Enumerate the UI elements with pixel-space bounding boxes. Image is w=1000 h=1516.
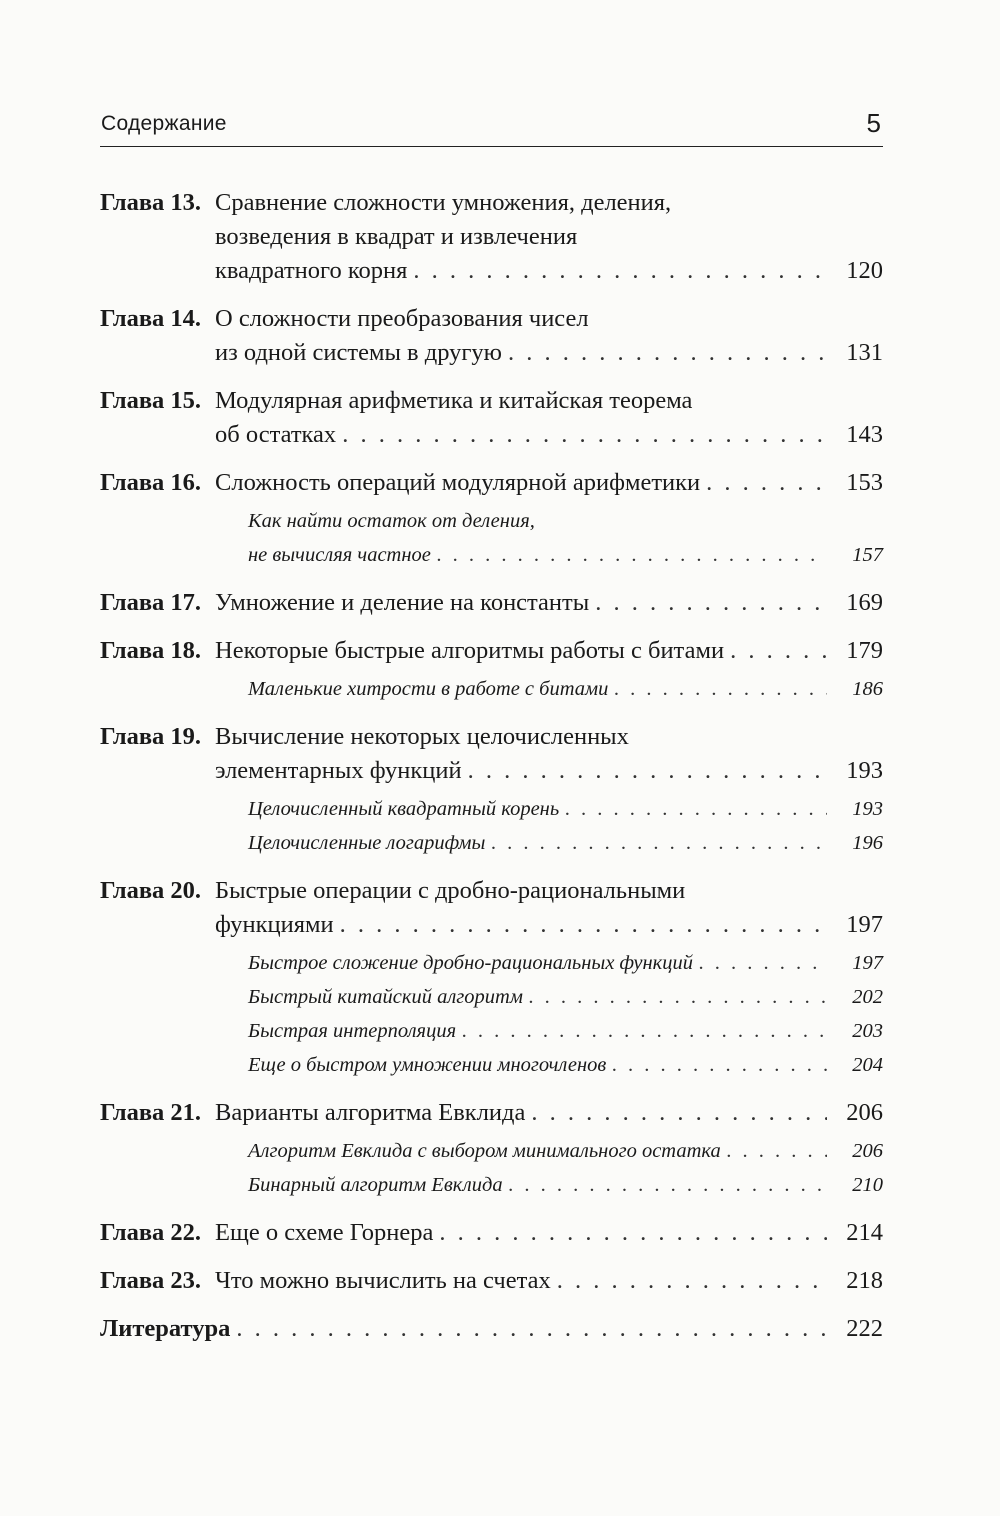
section-title-line: Маленькие хитрости в работе с битами (248, 678, 609, 700)
page-ref: 169 (846, 589, 883, 616)
page-ref: 197 (846, 911, 883, 938)
dot-leader (699, 946, 827, 980)
dot-leader (557, 1264, 827, 1298)
chapter-label: Глава 21. (100, 1099, 202, 1126)
dot-leader (340, 908, 827, 942)
chapter-title-line: элементарных функций (215, 757, 462, 784)
chapter-title-line: Варианты алгоритма Евклида (215, 1099, 526, 1126)
dot-leader (529, 980, 827, 1014)
toc-chapter-22[interactable] (100, 1216, 883, 1250)
page-ref: 204 (852, 1054, 883, 1076)
dot-leader (727, 1134, 827, 1168)
toc-chapter-20[interactable] (100, 874, 883, 942)
toc-section[interactable] (248, 504, 883, 572)
section-title-line: Еще о быстром умножении многочленов (248, 1054, 607, 1076)
chapter-label: Глава 20. (100, 877, 202, 904)
chapter-title-line: Сложность операций модулярной арифметики (215, 469, 701, 496)
section-title-line: Бинарный алгоритм Евклида (248, 1174, 503, 1196)
table-of-contents (100, 186, 883, 1346)
page-ref: 214 (846, 1219, 883, 1246)
toc-chapter-15[interactable] (100, 384, 883, 452)
toc-chapter-16[interactable] (100, 466, 883, 500)
dot-leader (491, 826, 827, 860)
page-ref: 203 (852, 1020, 883, 1042)
chapter-label: Глава 14. (100, 305, 202, 332)
chapter-title-line: Некоторые быстрые алгоритмы работы с битами (215, 637, 725, 664)
page-ref: 120 (846, 257, 883, 284)
dot-leader (468, 754, 827, 788)
page-ref: 157 (852, 544, 883, 566)
section-title-line: не вычисляя частное (248, 544, 431, 566)
page-ref: 210 (852, 1174, 883, 1196)
chapter-title-line: Умножение и деление на константы (215, 589, 590, 616)
running-header (100, 108, 883, 147)
chapter-label: Глава 19. (100, 723, 202, 750)
toc-chapter-18[interactable] (100, 634, 883, 668)
toc-chapter-19[interactable] (100, 720, 883, 788)
chapter-title-line: Модулярная арифметика и китайская теорема (215, 387, 693, 414)
chapter-label: Глава 18. (100, 637, 202, 664)
dot-leader (730, 634, 827, 668)
dot-leader (595, 586, 827, 620)
page-ref: 206 (852, 1140, 883, 1162)
toc-section[interactable] (248, 1168, 883, 1202)
section-title-line: Алгоритм Евклида с выбором минимального остатка (248, 1140, 721, 1162)
section-title-line: Быстрый китайский алгоритм (248, 986, 523, 1008)
page-ref: 218 (846, 1267, 883, 1294)
chapter-title-line: Что можно вычислить на счетах (215, 1267, 551, 1294)
toc-chapter-13[interactable] (100, 186, 883, 288)
chapter-title-line: Быстрые операции с дробно-рациональными (215, 877, 686, 904)
chapter-label: Глава 17. (100, 589, 202, 616)
section-title-line: Быстрое сложение дробно-рациональных функций (248, 952, 694, 974)
toc-section[interactable] (248, 1048, 883, 1082)
dot-leader (612, 1048, 827, 1082)
section-title-line: Как найти остаток от деления, (248, 510, 535, 532)
chapter-title-line: О сложности преобразования чисел (215, 305, 589, 332)
section-title-line: Целочисленные логарифмы (248, 832, 486, 854)
page-ref: 222 (846, 1315, 883, 1342)
toc-section[interactable] (248, 980, 883, 1014)
dot-leader (614, 672, 827, 706)
page-ref: 131 (846, 339, 883, 366)
dot-leader (706, 466, 827, 500)
dot-leader (509, 1168, 827, 1202)
dot-leader (439, 1216, 827, 1250)
chapter-title-line: Еще о схеме Горнера (215, 1219, 434, 1246)
dot-leader (462, 1014, 827, 1048)
dot-leader (531, 1096, 827, 1130)
chapter-title-line: квадратного корня (215, 257, 408, 284)
page-ref: 202 (852, 986, 883, 1008)
toc-section[interactable] (248, 1134, 883, 1168)
chapter-label: Глава 23. (100, 1267, 202, 1294)
chapter-label: Глава 13. (100, 189, 202, 216)
toc-chapter-21[interactable] (100, 1096, 883, 1130)
dot-leader (508, 336, 827, 370)
dot-leader (437, 538, 827, 572)
toc-literature[interactable] (100, 1312, 883, 1346)
section-title-line: Быстрая интерполяция (248, 1020, 457, 1042)
page-ref: 186 (852, 678, 883, 700)
page-ref: 193 (846, 757, 883, 784)
dot-leader (565, 792, 827, 826)
page-ref: 206 (846, 1099, 883, 1126)
toc-chapter-23[interactable] (100, 1264, 883, 1298)
toc-section[interactable] (248, 826, 883, 860)
chapter-label: Глава 15. (100, 387, 202, 414)
toc-chapter-17[interactable] (100, 586, 883, 620)
dot-leader (413, 254, 827, 288)
toc-chapter-14[interactable] (100, 302, 883, 370)
chapter-label: Глава 22. (100, 1219, 202, 1246)
chapter-title-line: функциями (215, 911, 334, 938)
page-number: 5 (866, 108, 881, 138)
chapter-title-line: из одной системы в другую (215, 339, 502, 366)
chapter-label: Глава 16. (100, 469, 202, 496)
chapter-title-line: об остатках (215, 421, 337, 448)
page-ref: 179 (846, 637, 883, 664)
page-ref: 196 (852, 832, 883, 854)
page-ref: 153 (846, 469, 883, 496)
running-title: Содержание (101, 112, 227, 135)
section-title-line: Целочисленный квадратный корень (248, 798, 560, 820)
page-ref: 193 (852, 798, 883, 820)
chapter-title-line: Вычисление некоторых целочисленных (215, 723, 629, 750)
chapter-title-line: возведения в квадрат и извлечения (215, 223, 578, 250)
toc-section[interactable] (248, 1014, 883, 1048)
page-ref: 197 (852, 952, 883, 974)
toc-section[interactable] (248, 946, 883, 980)
literature-label: Литература (100, 1315, 231, 1342)
page-ref: 143 (846, 421, 883, 448)
toc-section[interactable] (248, 672, 883, 706)
toc-section[interactable] (248, 792, 883, 826)
dot-leader (236, 1312, 827, 1346)
chapter-title-line: Сравнение сложности умножения, деления, (215, 189, 672, 216)
dot-leader (342, 418, 827, 452)
